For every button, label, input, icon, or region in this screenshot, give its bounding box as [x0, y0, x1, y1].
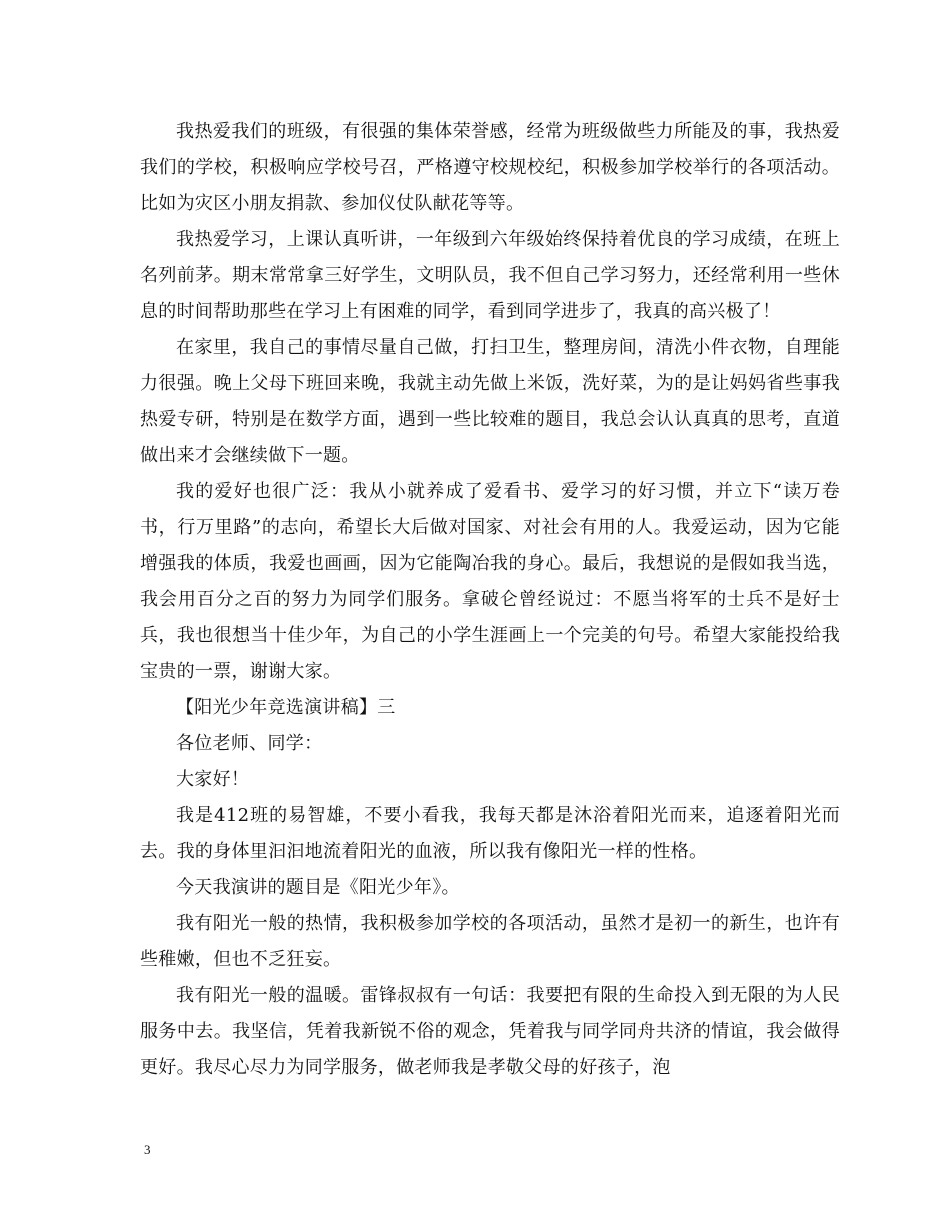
section-heading: 【阳光少年竞选演讲稿】三 — [176, 697, 396, 718]
greeting: 大家好！ — [176, 769, 250, 790]
paragraph-hobbies: 我的爱好也很广泛：我从小就养成了爱看书、爱学习的好习惯，并立下“读万卷书，行万里路”的志向，希望长大后做对国家、对社会有用的人。我爱运动，因为它能增强我的体质，我爱也画画，因为它能陶冶我的身心。最后，我想说的是假如我当选，我会用百分之百的努力为同学们服务。拿破仑曾经说过：不愿当将军的士兵不是好士兵，我也很想当十佳少年，为自己的小学生涯画上一个完美的句号。希望大家能投给我宝贵的一票，谢谢大家。 — [140, 481, 840, 682]
paragraph-introduction: 我是412班的易智雄，不要小看我，我每天都是沐浴着阳光而来，追逐着阳光而去。我的身体里汩汩地流着阳光的血液，所以我有像阳光一样的性格。 — [140, 805, 840, 862]
document-body — [140, 114, 840, 1086]
paragraph-speech-title: 今天我演讲的题目是《阳光少年》。 — [176, 877, 460, 898]
paragraph-study: 我热爱学习，上课认真听讲，一年级到六年级始终保持着优良的学习成绩，在班上名列前茅。期末常常拿三好学生，文明队员，我不但自己学习努力，还经常利用一些休息的时间帮助那些在学习上有困难的同学，看到同学进步了，我真的高兴极了！ — [140, 229, 840, 322]
paragraph-warmth: 我有阳光一般的温暖。雷锋叔叔有一句话：我要把有限的生命投入到无限的为人民服务中去。我坚信，凭着我新锐不俗的观念，凭着我与同学同舟共济的情谊，我会做得更好。我尽心尽力为同学服务，做老师我是孝敬父母的好孩子，泡 — [140, 985, 840, 1078]
paragraph-home: 在家里，我自己的事情尽量自己做，打扫卫生，整理房间，清洗小件衣物，自理能力很强。晚上父母下班回来晚，我就主动先做上米饭，洗好菜，为的是让妈妈省些事我热爱专研，特别是在数学方面，遇到一些比较难的题目，我总会认认真真的思考，直道做出来才会继续做下一题。 — [140, 337, 840, 466]
page-number: 3 — [144, 1142, 151, 1157]
salutation: 各位老师、同学： — [176, 733, 323, 754]
paragraph-class-love: 我热爱我们的班级，有很强的集体荣誉感，经常为班级做些力所能及的事，我热爱我们的学校，积极响应学校号召，严格遵守校规校纪，积极参加学校举行的各项活动。比如为灾区小朋友捐款、参加仪仗队献花等等。 — [140, 121, 840, 214]
paragraph-enthusiasm: 我有阳光一般的热情，我积极参加学校的各项活动，虽然才是初一的新生，也许有些稚嫩，但也不乏狂妄。 — [140, 913, 840, 970]
